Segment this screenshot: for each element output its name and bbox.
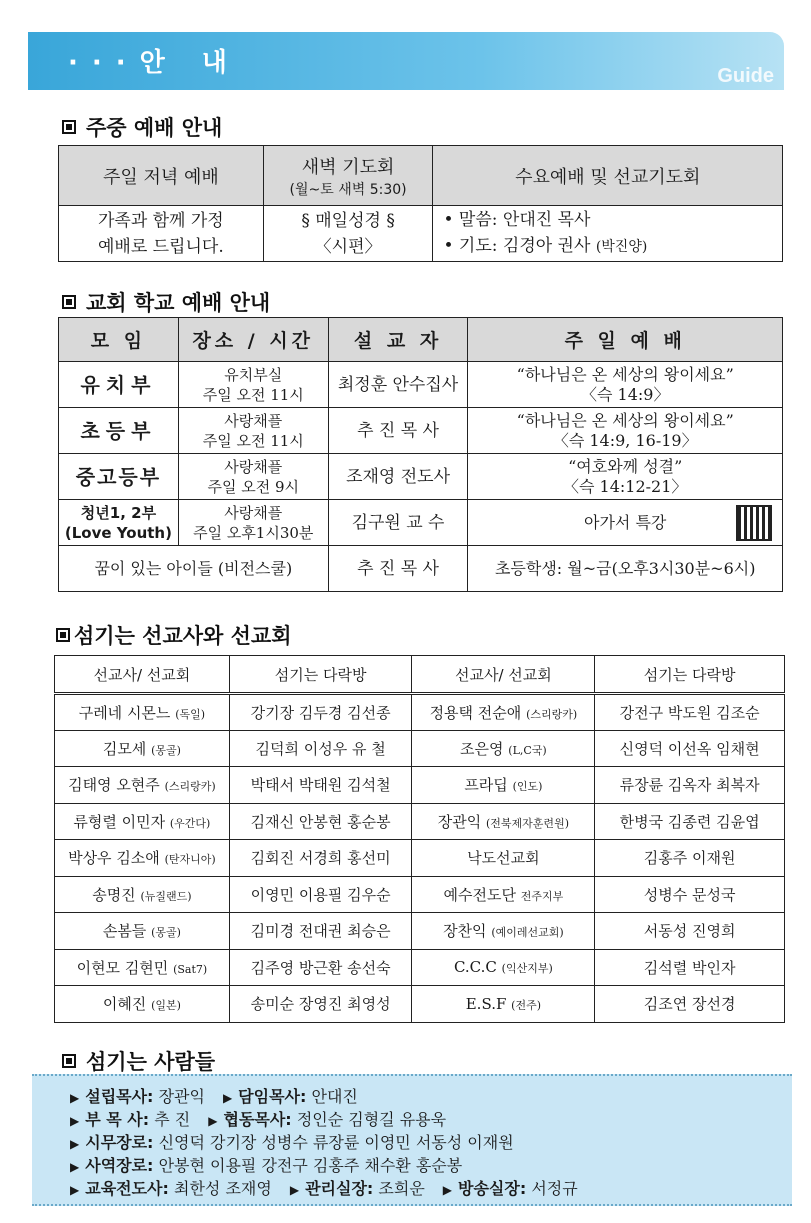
header-speaker: 설 교 자 bbox=[328, 318, 468, 362]
cell-family-worship: 가족과 함께 가정 예배로 드립니다. bbox=[59, 206, 264, 262]
table-row: 중고등부 사랑채플 주일 오전 9시 조재영 전도사 “여호와께 성결” 〈슥 14:12-21〉 bbox=[59, 454, 783, 500]
header-group: 모 임 bbox=[59, 318, 179, 362]
header-dawn-prayer: 새벽 기도회 (월~토 새벽 5:30) bbox=[263, 146, 433, 206]
square-bullet-icon bbox=[62, 1054, 76, 1068]
cell-wednesday-info: • 말씀: 안대진 목사 • 기도: 김경아 권사 (박진양) bbox=[433, 206, 783, 262]
table-row: 이혜진 (일본) 송미순 장영진 최영성 E.S.F (전주) 김조연 장선경 bbox=[55, 986, 785, 1023]
staff-row: ▶ 부 목 사: 추 진 ▶ 협동목사: 정인순 김형길 유용욱 bbox=[70, 1110, 447, 1129]
table-row: 이현모 김현민 (Sat7) 김주영 방근환 송선숙 C.C.C (익산지부) 김석렬 박인자 bbox=[55, 949, 785, 986]
staff-list bbox=[32, 1074, 792, 1206]
arrow-bullet-icon: ▶ bbox=[222, 1091, 233, 1105]
cell-daily-bible: § 매일성경 § 〈시편〉 bbox=[263, 206, 433, 262]
arrow-bullet-icon: ▶ bbox=[289, 1183, 300, 1197]
table-row: 손봄들 (몽골) 김미경 전대권 최승은 장찬익 (예이레선교회) 서동성 진영희 bbox=[55, 913, 785, 950]
square-bullet-icon bbox=[62, 295, 76, 309]
square-bullet-icon bbox=[62, 120, 76, 134]
table-row: 김태영 오현주 (스리랑카) 박태서 박태원 김석철 프라딥 (인도) 류장륜 김옥자 최복자 bbox=[55, 767, 785, 804]
header-sunday-evening: 주일 저녁 예배 bbox=[59, 146, 264, 206]
arrow-bullet-icon: ▶ bbox=[208, 1114, 218, 1128]
staff-row: ▶ 사역장로: 안봉현 이용필 강전구 김홍주 채수환 홍순봉 bbox=[70, 1156, 463, 1175]
missionary-table: 선교사/ 선교회 섬기는 다락방 선교사/ 선교회 섬기는 다락방 구레네 시몬느 (독일) 강기장 김두경 김선종 정용택 전순애 (스리랑카) 강전구 박도원 김조순 김모세 (몽골) 김덕희 이성우 유 철 조은영 (L,C국) 신영덕 이선옥 임채현 김태영 오현주 (스리랑카) 박태서 박태원 김석철 프라딥 (인도) 류장륜 김옥자 최복자 류형렬 이민자 (우간다) 김재신 안봉현 홍순봉 장관익 (전북제자훈련원) 한병국 김종련 김윤엽 박상우 김소애 (탄자니아) 김회진 서경희 홍선미 낙도선교회 김홍주 이재원 송명진 (뉴질랜드) 이영민 이용필 김우순 예수전도단 전주지부 성병수 문성국 손봄들 (몽골) 김미경 전대권 최승은 장찬익 (예이레선교회) 서동성 진영희 이현모 김현민 (Sat7) 김주영 방근환 송선숙 C.C.C (익산지부) 김석렬 박인자 이혜진 (일본) 송미순 장영진 최영성 E.S.F (전주) 김조연 장선경 bbox=[54, 655, 785, 1023]
staff-row: ▶ 시무장로: 신영덕 강기장 성병수 류장륜 이영민 서동성 이재원 bbox=[70, 1133, 514, 1152]
arrow-bullet-icon: ▶ bbox=[70, 1183, 80, 1197]
header-wednesday: 수요예배 및 선교기도회 bbox=[433, 146, 783, 206]
arrow-bullet-icon: ▶ bbox=[70, 1114, 80, 1128]
qr-code-icon bbox=[736, 505, 772, 541]
banner-subtitle: Guide bbox=[717, 65, 774, 87]
table-row: 청년1, 2부 (Love Youth) 사랑채플 주일 오후1시30분 김구원 교 수 아가서 특강 bbox=[59, 500, 783, 546]
table-row: 류형렬 이민자 (우간다) 김재신 안봉현 홍순봉 장관익 (전북제자훈련원) 한병국 김종련 김윤엽 bbox=[55, 803, 785, 840]
table-row: 송명진 (뉴질랜드) 이영민 이용필 김우순 예수전도단 전주지부 성병수 문성국 bbox=[55, 876, 785, 913]
staff-row: ▶ 교육전도사: 최한성 조재영 ▶ 관리실장: 조희운 ▶ 방송실장: 서정규 bbox=[70, 1179, 578, 1198]
table-row: 초등부 사랑채플 주일 오전 11시 추 진 목 사 “하나님은 온 세상의 왕이세요” 〈슥 14:9, 16-19〉 bbox=[59, 408, 783, 454]
arrow-bullet-icon: ▶ bbox=[70, 1091, 80, 1105]
section-missionary-title: 섬기는 선교사와 선교회 bbox=[56, 620, 291, 650]
header-place-time: 장소 / 시간 bbox=[178, 318, 328, 362]
guide-banner bbox=[28, 32, 784, 90]
table-row: 박상우 김소애 (탄자니아) 김회진 서경희 홍선미 낙도선교회 김홍주 이재원 bbox=[55, 840, 785, 877]
section-weekday-title: 주중 예배 안내 bbox=[62, 112, 222, 142]
square-bullet-icon bbox=[56, 628, 70, 642]
section-staff-title: 섬기는 사람들 bbox=[62, 1046, 215, 1076]
header-sunday-sermon: 주 일 예 배 bbox=[468, 318, 783, 362]
table-row: 꿈이 있는 아이들 (비전스쿨) 추 진 목 사 초등학생: 월~금(오후3시30분~6시) bbox=[59, 546, 783, 592]
weekday-worship-table bbox=[58, 145, 783, 262]
section-school-title: 교회 학교 예배 안내 bbox=[62, 287, 270, 317]
staff-row: ▶ 설립목사: 장관익 ▶ 담임목사: 안대진 bbox=[70, 1087, 358, 1106]
table-row: 구레네 시몬느 (독일) 강기장 김두경 김선종 정용택 전순애 (스리랑카) 강전구 박도원 김조순 bbox=[55, 694, 785, 731]
church-school-table bbox=[58, 317, 783, 592]
table-row: 김모세 (몽골) 김덕희 이성우 유 철 조은영 (L,C국) 신영덕 이선옥 임채현 bbox=[55, 730, 785, 767]
arrow-bullet-icon: ▶ bbox=[442, 1183, 453, 1197]
arrow-bullet-icon: ▶ bbox=[70, 1160, 80, 1174]
arrow-bullet-icon: ▶ bbox=[70, 1137, 80, 1151]
table-row: 유치부 유치부실 주일 오전 11시 최정훈 안수집사 “하나님은 온 세상의 왕이세요” 〈슥 14:9〉 bbox=[59, 362, 783, 408]
banner-title: ···안 내 bbox=[68, 48, 241, 78]
